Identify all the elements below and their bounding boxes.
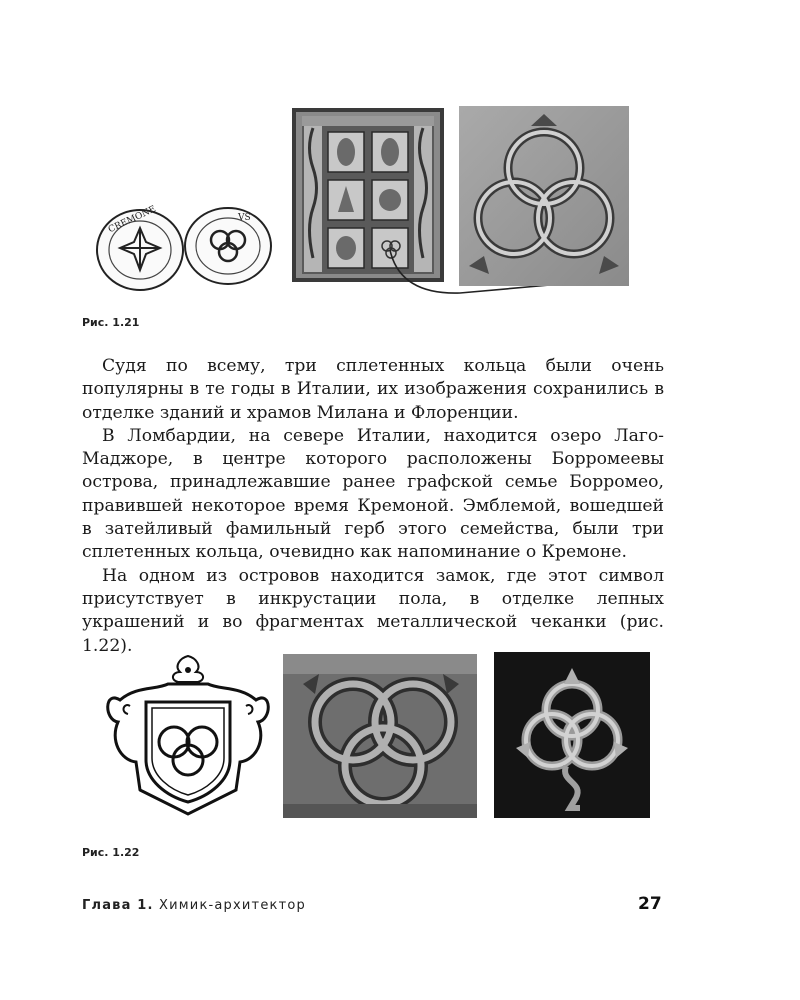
coins-image: [88, 204, 278, 294]
coin-cross: [97, 204, 183, 290]
running-footer: [82, 898, 306, 913]
paragraph-1: Судя по всему, три сплетенных кольца были очень популярны в те годы в Италии, их изображения сохранились в отделке зданий и храмов Милана и Флоренции.: [82, 356, 664, 423]
chapter-label: Глава 1.: [82, 898, 154, 913]
figure-caption-1-22: Рис. 1.22: [82, 846, 140, 859]
paragraph-3: На одном из островов находится замок, где этот символ присутствует в инкрустации пола, в отделке лепных украшений и во фрагментах металлической чеканки (рис. 1.22).: [82, 565, 664, 656]
coat-of-arms-drawing: [100, 650, 276, 820]
three-rings-carving-photo: [459, 106, 629, 286]
stone-rings-carving-photo: [283, 654, 477, 818]
coin-legend-right: VS: [238, 213, 251, 223]
figure-caption-1-21: Рис. 1.21: [82, 316, 140, 329]
coin-legend-left: CREMONE: [106, 204, 158, 236]
paragraph-2: В Ломбардии, на севере Италии, находится озеро Лаго-Маджоре, в центре которого расположены Борромеевы острова, принадлежавшие ранее графской семье Борромео, правившей некоторое время Кремоной. Эмблемой, вошедшей в затейливый фамильный герб этого семейства, были три сплетенных кольца, очевидно как напоминание о Кремоне.: [82, 425, 664, 563]
chapter-title: Химик-архитектор: [159, 898, 306, 913]
page-number: 27: [638, 894, 662, 914]
coin-rings: [185, 208, 271, 284]
metal-rings-emblem-photo: [494, 652, 650, 818]
body-text: [82, 355, 664, 658]
